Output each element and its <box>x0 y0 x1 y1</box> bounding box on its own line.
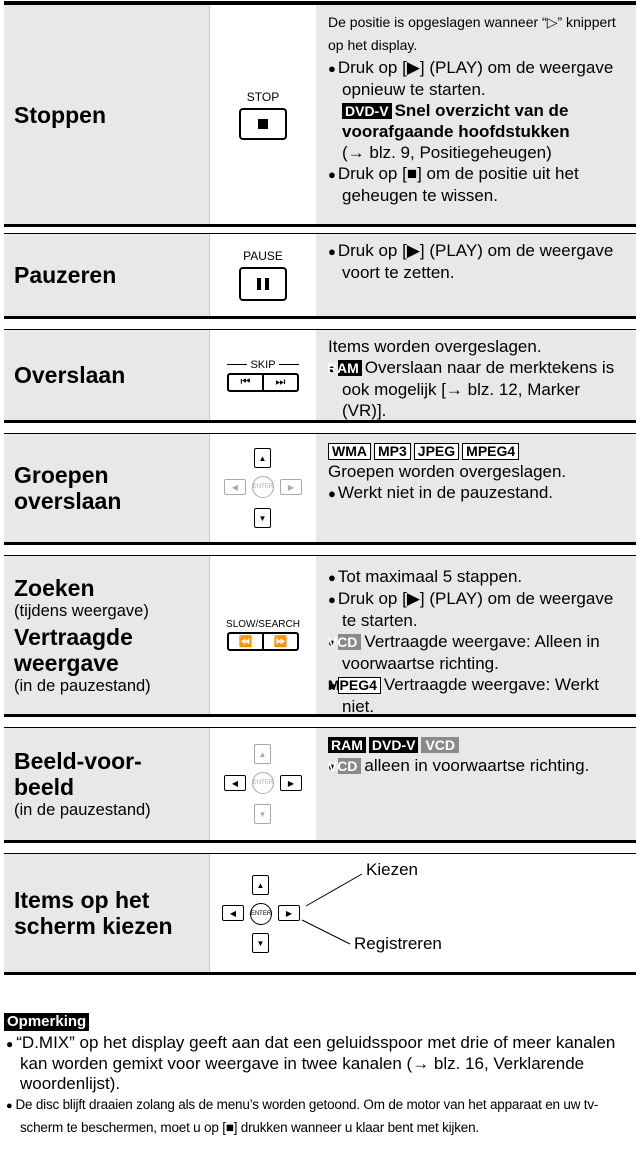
left-key[interactable]: ◀ <box>224 775 246 791</box>
direction-pad[interactable] <box>216 738 310 830</box>
row-title: Groepen overslaan <box>14 462 122 514</box>
bullet: ● Druk op [▶] (PLAY) om de weergave voort te zetten. <box>328 240 628 283</box>
row-subtitle: (tijdens weergave) <box>14 601 149 620</box>
disc-tag: DVD-V <box>342 103 392 119</box>
page <box>4 0 636 975</box>
right-key[interactable]: ▶ <box>280 775 302 791</box>
right-key[interactable]: ▶ <box>278 905 300 921</box>
bold-text: Snel overzicht van de voorafgaande hoofdstukken <box>342 101 570 141</box>
skip-button[interactable] <box>227 359 299 392</box>
intro-text: De positie is opgeslagen wanneer “▷” knippert op het display. <box>328 14 616 53</box>
stop-icon <box>258 119 268 129</box>
callout-kiezen: Kiezen <box>366 860 418 879</box>
up-key[interactable]: ▲ <box>254 744 271 764</box>
right-key[interactable]: ▶ <box>280 479 302 495</box>
bullet: ● MPEG4 Vertraagde weergave: Werkt niet. <box>328 674 628 717</box>
row-description <box>316 330 636 420</box>
disc-tag: RAM <box>328 737 366 753</box>
note-bullet: ● “D.MIX” op het display geeft aan dat een geluidsspoor met drie of meer kanalen kan worden gemixt voor weergave in twee kanalen (→ blz. 16, Verklarende woordenlijst). <box>4 1033 636 1094</box>
row-pauzeren <box>4 233 636 319</box>
button-column <box>210 556 316 714</box>
highlight-block <box>328 100 628 163</box>
skip-back-icon[interactable]: ⏮ <box>240 375 251 388</box>
bullet: ● Druk op [▶] (PLAY) om de weergave te starten. <box>328 588 628 631</box>
down-key[interactable]: ▼ <box>252 933 269 953</box>
row-beeld-voor-beeld <box>4 727 636 843</box>
row-label <box>4 728 210 840</box>
format-tag: WMA <box>328 443 371 460</box>
stop-button[interactable] <box>239 90 287 140</box>
bullet: ● Werkt niet in de pauzestand. <box>328 482 628 504</box>
row-description <box>316 434 636 542</box>
up-key[interactable]: ▲ <box>254 448 271 468</box>
disc-tag: VCD <box>338 758 362 774</box>
intro-text: Groepen worden overgeslagen. <box>328 462 567 481</box>
bullet: ● VCD alleen in voorwaartse richting. <box>328 755 628 777</box>
row-subtitle: (in de pauzestand) <box>14 801 151 819</box>
left-key[interactable]: ◀ <box>222 905 244 921</box>
button-column <box>210 5 316 224</box>
button-column <box>210 434 316 542</box>
note-heading: Opmerking <box>4 1013 89 1031</box>
pause-key[interactable] <box>239 267 287 301</box>
row-subtitle: (in de pauzestand) <box>14 676 151 695</box>
up-key[interactable]: ▲ <box>252 875 269 895</box>
bullet: ● RAM Overslaan naar de merktekens is ook mogelijk [→ blz. 12, Marker (VR)]. <box>328 357 628 421</box>
disc-tags <box>328 734 628 755</box>
callout-registreren: Registreren <box>354 934 442 953</box>
button-column <box>210 234 316 316</box>
row-title: Items op het scherm kiezen <box>14 887 173 939</box>
button-label: STOP <box>246 89 280 104</box>
format-tag: MPEG4 <box>338 677 381 694</box>
slow-search-keys[interactable] <box>227 632 299 651</box>
slow-search-button[interactable] <box>226 619 300 651</box>
bullet: ● VCD Vertraagde weergave: Alleen in voorwaartse richting. <box>328 631 628 674</box>
bullet: ● Tot maximaal 5 stappen. <box>328 566 628 588</box>
row-label <box>4 434 210 542</box>
enter-key[interactable]: ENTER <box>252 476 274 498</box>
enter-key[interactable]: ENTER <box>250 903 272 925</box>
stop-key[interactable] <box>239 108 287 140</box>
row-description <box>316 728 636 840</box>
pause-button[interactable] <box>239 249 287 301</box>
row-label <box>4 5 210 224</box>
row-overslaan <box>4 329 636 423</box>
row-label <box>4 330 210 420</box>
row-description <box>316 556 636 714</box>
format-tags <box>328 440 628 461</box>
row-zoeken <box>4 555 636 717</box>
pause-icon <box>257 278 269 290</box>
row-label <box>4 234 210 316</box>
enter-key[interactable]: ENTER <box>252 772 274 794</box>
button-column <box>210 728 316 840</box>
skip-forward-icon[interactable]: ⏭ <box>262 375 297 390</box>
row-title: Vertraagde weergave <box>14 623 133 676</box>
button-label: PAUSE <box>243 249 283 263</box>
note-bullet: ● De disc blijft draaien zolang als de menu’s worden getoond. Om de motor van het apparaat en uw tv-scherm te beschermen, moet u op [■] drukken wanneer u klaar bent met kijken. <box>4 1094 636 1138</box>
row-title: Zoeken <box>14 574 95 601</box>
disc-tag: VCD <box>421 737 459 753</box>
intro-text: Items worden overgeslagen. <box>328 337 542 356</box>
row-label <box>4 556 210 714</box>
format-tag: MP3 <box>374 443 411 460</box>
button-label: SLOW/SEARCH <box>226 619 300 630</box>
direction-pad[interactable] <box>214 867 308 959</box>
note-section <box>4 1013 636 1138</box>
row-title: Stoppen <box>14 101 106 128</box>
row-groepen-overslaan <box>4 433 636 545</box>
disc-tag: RAM <box>338 360 362 376</box>
direction-pad[interactable] <box>216 442 310 534</box>
row-title: Beeld-voor-beeld <box>14 748 142 800</box>
skip-keys[interactable] <box>227 373 299 392</box>
row-title: Pauzeren <box>14 262 117 288</box>
down-key[interactable]: ▼ <box>254 804 271 824</box>
button-column <box>210 854 634 972</box>
bullet: ● Druk op [■] om de positie uit het geheugen te wissen. <box>328 163 628 206</box>
row-stoppen <box>4 4 636 227</box>
disc-tag: DVD-V <box>369 737 419 753</box>
disc-tag: VCD <box>338 634 362 650</box>
row-title: Overslaan <box>14 362 126 388</box>
bullet: ● Druk op [▶] (PLAY) om de weergave opnieuw te starten. <box>328 57 628 100</box>
row-label <box>4 854 210 972</box>
skip-caption: SKIP <box>227 359 299 371</box>
rewind-icon[interactable]: ⏪ <box>238 636 253 648</box>
fast-forward-icon[interactable]: ⏩ <box>262 634 297 649</box>
row-items-kiezen <box>4 853 636 975</box>
reference: (→ blz. 9, Positiegeheugen) <box>342 143 552 162</box>
button-column <box>210 330 316 420</box>
left-key[interactable]: ◀ <box>224 479 246 495</box>
format-tag: MPEG4 <box>462 443 519 460</box>
row-description <box>316 5 636 224</box>
format-tag: JPEG <box>414 443 459 460</box>
down-key[interactable]: ▼ <box>254 508 271 528</box>
row-description <box>316 234 636 316</box>
